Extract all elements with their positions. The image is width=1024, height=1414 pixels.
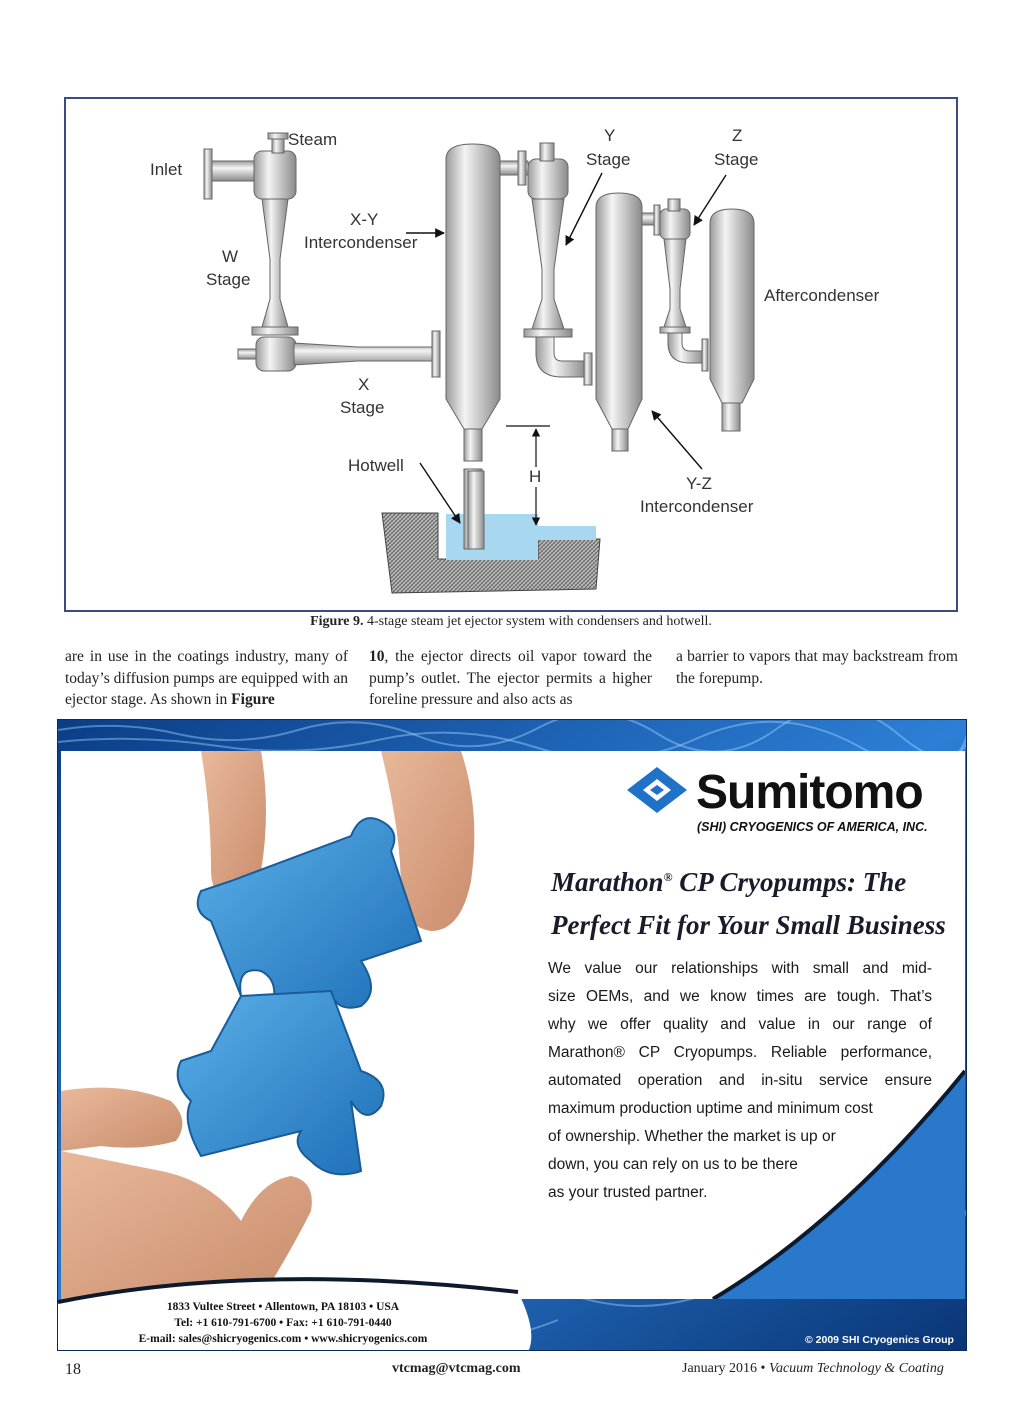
label-w-stage: Stage — [206, 270, 251, 289]
ejector-diagram — [66, 99, 956, 610]
aftercondenser-vessel — [710, 209, 754, 431]
figure-caption — [64, 614, 958, 630]
body-line: as your trusted partner. — [548, 1184, 708, 1201]
col1-text: are in use in the coatings industry, many of today’s diffusion pumps are equipped with an ejector stage. As shown in — [65, 648, 348, 708]
caption-text: 4-stage steam jet ejector system with condensers and hotwell. — [363, 614, 712, 629]
body-line: maximum production uptime and minimum cost — [548, 1100, 873, 1117]
ad-copyright: © 2009 SHI Cryogenics Group — [805, 1334, 954, 1346]
col2-text: , the ejector directs oil vapor toward the pump’s outlet. The ejector permits a higher foreline pressure and also acts as — [369, 648, 652, 708]
col2-figure-ref: 10 — [369, 648, 385, 665]
contact-address: 1833 Vultee Street • Allentown, PA 18103 • USA — [166, 1301, 400, 1313]
label-z-stage: Stage — [714, 150, 759, 169]
brand-subsidiary: (SHI) CRYOGENICS OF AMERICA, INC. — [697, 820, 928, 834]
body-line: why we offer quality and value in our range of — [548, 1016, 932, 1033]
yz-intercondenser — [596, 193, 642, 451]
label-xy-intercondenser: Intercondenser — [304, 233, 418, 252]
brand-logo-text: Sumitomo — [696, 766, 923, 819]
h-dimension — [506, 426, 550, 525]
contact-email-web[interactable]: E-mail: sales@shicryogenics.com • www.shicryogenics.com — [138, 1333, 428, 1345]
headline-rest: CP Cryopumps: The — [672, 867, 907, 897]
sumitomo-advertisement[interactable] — [57, 719, 967, 1351]
article-column-3 — [676, 646, 958, 689]
label-hotwell: Hotwell — [348, 456, 404, 475]
ad-text-panel — [513, 751, 965, 1299]
label-steam: Steam — [288, 130, 338, 149]
label-x-letter: X — [358, 375, 370, 394]
label-xy-letters: X-Y — [350, 210, 379, 229]
sumitomo-diamond-icon — [627, 767, 687, 813]
y-stage-ejector — [500, 143, 592, 385]
article-column-1 — [65, 646, 348, 711]
label-aftercondenser: Aftercondenser — [764, 286, 880, 305]
caption-label: Figure 9. — [310, 614, 364, 629]
col1-figure-ref: Figure — [231, 691, 275, 708]
puzzle-hands-illustration — [61, 751, 513, 1299]
body-line: automated operation and in-situ service ensure — [548, 1072, 932, 1089]
headline-line-1 — [551, 856, 961, 904]
body-line: of ownership. Whether the market is up or — [548, 1128, 836, 1145]
label-yz-letters: Y-Z — [686, 474, 712, 493]
ad-headline — [551, 856, 961, 947]
footer-email[interactable]: vtcmag@vtcmag.com — [392, 1361, 521, 1376]
label-z-stage-letter: Z — [732, 126, 743, 145]
x-stage-ejector — [238, 331, 440, 377]
article-column-2 — [369, 646, 652, 711]
w-stage-ejector — [204, 133, 298, 335]
body-line: down, you can rely on us to be there — [548, 1156, 798, 1173]
tail-pipe — [468, 471, 484, 549]
label-yz-intercondenser: Intercondenser — [640, 497, 754, 516]
label-y-stage-letter: Y — [604, 126, 616, 145]
col3-text: a barrier to vapors that may backstream from the forepump. — [676, 648, 958, 687]
figure-frame — [64, 97, 958, 612]
footer-date: January 2016 • — [682, 1361, 769, 1376]
footer-publication: Vacuum Technology & Coating — [768, 1361, 944, 1376]
puzzle-photo — [61, 751, 513, 1299]
label-x-stage: Stage — [340, 398, 385, 417]
contact-block — [88, 1299, 478, 1347]
hotwell-basin — [382, 513, 600, 593]
headline-registered-mark: ® — [663, 870, 673, 884]
z-stage-ejector — [642, 199, 708, 371]
ad-body-text — [548, 955, 932, 1207]
label-h: H — [529, 467, 542, 486]
label-inlet: Inlet — [150, 160, 183, 179]
label-w-letter: W — [222, 247, 239, 266]
headline-line-2: Perfect Fit for Your Small Business — [551, 910, 946, 940]
body-line: Marathon® CP Cryopumps. Reliable performance, — [548, 1044, 932, 1061]
headline-product: Marathon — [551, 867, 664, 897]
page-number: 18 — [65, 1361, 81, 1378]
footer-issue — [682, 1361, 944, 1377]
body-line: size OEMs, and we know times are tough. That’s — [548, 988, 932, 1005]
label-y-stage: Stage — [586, 150, 631, 169]
contact-phone: Tel: +1 610-791-6700 • Fax: +1 610-791-0440 — [174, 1317, 392, 1329]
body-line: We value our relationships with small and mid- — [548, 960, 932, 977]
